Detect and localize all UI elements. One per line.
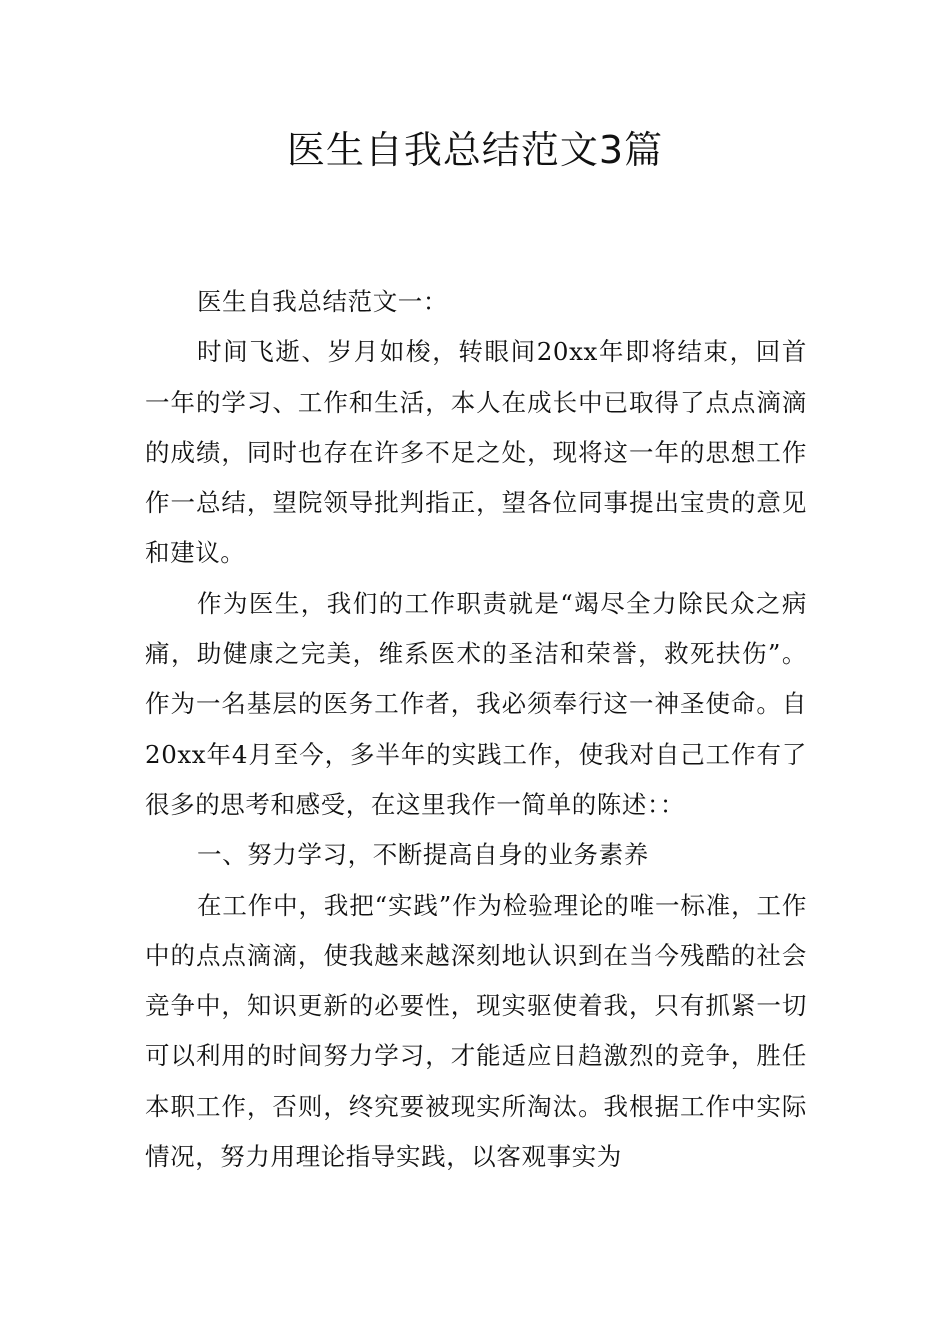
paragraph-intro: 时间飞逝、岁月如梭，转眼间20xx年即将结束，回首一年的学习、工作和生活，本人在成长中已取得了点点滴滴的成绩，同时也存在许多不足之处，现将这一年的思想工作作一总结，望院领导批判指正，望各位同事提出宝贵的意见和建议。 [145,337,807,568]
section-heading-study: 一、努力学习，不断提高自身的业务素养 [197,840,649,870]
paragraph-duty: 作为医生，我们的工作职责就是“竭尽全力除民众之病痛，助健康之完美，维系医术的圣洁和荣誉，救死扶伤”。作为一名基层的医务工作者，我必须奉行这一神圣使命。自20xx年4月至今，多半年的实践工作，使我对自己工作有了很多的思考和感受，在这里我作一简单的陈述：： [145,588,807,819]
document-title: 医生自我总结范文3篇 [286,128,664,172]
document-body [145,277,807,1182]
section-heading-1: 医生自我总结范文一： [197,287,448,316]
paragraph-practice: 在工作中，我把“实践”作为检验理论的唯一标准，工作中的点点滴滴，使我越来越深刻地认识到在当今残酷的社会竞争中，知识更新的必要性，现实驱使着我，只有抓紧一切可以利用的时间努力学习，才能适应日趋激烈的竞争，胜任本职工作，否则，终究要被现实所淘汰。我根据工作中实际情况，努力用理论指导实践，以客观事实为 [145,890,807,1172]
